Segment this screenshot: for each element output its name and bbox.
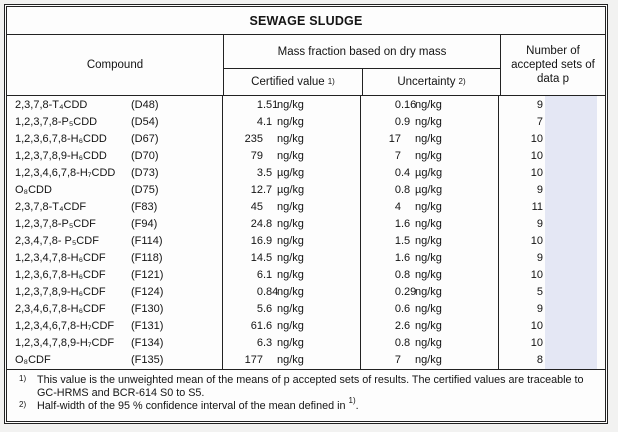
certified-value-number: 5 .6 — [256, 303, 273, 316]
certified-value-unit: ng/kg — [277, 235, 304, 248]
table-row — [7, 318, 605, 335]
compound-cell — [7, 335, 223, 352]
uncertainty-cell — [361, 147, 499, 164]
compound-name: 1,2,3,7,8-P₅CDD — [15, 115, 98, 128]
compound-name: 2,3,4,7,8- P₅CDF — [15, 235, 99, 248]
certified-value-unit: ng/kg — [277, 269, 304, 282]
compound-cell — [7, 130, 223, 147]
uncertainty-cell — [361, 335, 499, 352]
uncertainty-number: 0 .9 — [394, 115, 411, 128]
uncertainty-cell — [361, 284, 499, 301]
table-row — [7, 250, 605, 267]
column-header-compound: Compound — [7, 35, 224, 95]
accepted-sets-count: 9 — [536, 303, 543, 316]
certified-value-unit: ng/kg — [277, 200, 304, 213]
footnote-1-marker: 1) — [19, 374, 27, 383]
certified-value-number: 16 .9 — [250, 235, 273, 248]
compound-cell — [7, 198, 223, 215]
accepted-sets-cell — [499, 335, 605, 352]
certified-value-number: 0 .84 — [256, 286, 279, 299]
compound-code: (F94) — [131, 217, 158, 230]
certified-value-number: 12 .7 — [250, 183, 273, 196]
compound-name: 1,2,3,6,7,8-H₆CDD — [15, 132, 107, 145]
certified-value-number: 1 .51 — [256, 98, 279, 111]
compound-code: (F118) — [131, 252, 163, 265]
accepted-sets-cell — [499, 147, 605, 164]
compound-cell — [7, 301, 223, 318]
certified-value-cell — [223, 198, 361, 215]
certified-value-unit: ng/kg — [277, 320, 304, 333]
certified-value-number: 235 — [244, 132, 263, 145]
accepted-sets-count: 10 — [530, 320, 543, 333]
uncertainty-number: 0 .8 — [394, 183, 411, 196]
uncertainty-cell — [361, 250, 499, 267]
accepted-sets-cell — [499, 352, 605, 369]
uncertainty-number: 0 .29 — [394, 286, 417, 299]
uncertainty-unit: ng/kg — [415, 269, 442, 282]
uncertainty-cell — [361, 164, 499, 181]
certified-value-unit: µg/kg — [277, 183, 305, 196]
accepted-sets-count: 5 — [536, 286, 543, 299]
uncertainty-unit: ng/kg — [415, 115, 442, 128]
compound-code: (F130) — [131, 303, 164, 316]
certified-value-number: 6 .3 — [256, 337, 273, 350]
uncertainty-cell — [361, 113, 499, 130]
footnote-1: 1) This value is the unweighted mean of the means of p accepted sets of results. The certified values are traceable to GC-HRMS and BCR-614 S0 to S5. — [19, 374, 584, 399]
compound-name: 1,2,3,4,7,8-H₆CDF — [15, 252, 106, 265]
accepted-sets-cell — [499, 284, 605, 301]
uncertainty-unit: µg/kg — [415, 166, 443, 179]
uncertainty-number: 4 — [394, 200, 401, 213]
table-row — [7, 267, 605, 284]
compound-code: (F134) — [131, 337, 164, 350]
certified-value-number: 61 .6 — [250, 320, 273, 333]
certified-value-number: 14 .5 — [250, 252, 273, 265]
column-group-header-mass-fraction: Mass fraction based on dry mass — [224, 35, 500, 69]
accepted-sets-cell — [499, 113, 605, 130]
uncertainty-number: 0 .6 — [394, 303, 411, 316]
uncertainty-unit: ng/kg — [415, 252, 442, 265]
compound-code: (D70) — [131, 149, 159, 162]
accepted-sets-count: 7 — [536, 115, 543, 128]
compound-code: (D67) — [131, 132, 159, 145]
certified-value-cell — [223, 284, 361, 301]
certified-value-unit: ng/kg — [277, 98, 304, 111]
table-title: SEWAGE SLUDGE — [7, 7, 605, 35]
certified-value-unit: ng/kg — [277, 149, 304, 162]
compound-cell — [7, 352, 223, 369]
certified-value-unit: ng/kg — [277, 132, 304, 145]
compound-name: 1,2,3,7,8-P₅CDF — [15, 217, 96, 230]
certified-value-cell — [223, 233, 361, 250]
accepted-sets-cell — [499, 181, 605, 198]
uncertainty-unit: ng/kg — [415, 98, 442, 111]
uncertainty-cell — [361, 181, 499, 198]
compound-code: (D54) — [131, 115, 159, 128]
uncertainty-number: 0 .16 — [394, 98, 417, 111]
uncertainty-number: 1 .6 — [394, 217, 411, 230]
accepted-sets-cell — [499, 215, 605, 232]
compound-name: 1,2,3,4,6,7,8-H₇CDF — [15, 320, 115, 333]
table-row — [7, 352, 605, 369]
compound-name: 1,2,3,4,6,7,8-H₇CDD — [15, 166, 116, 179]
table-body — [7, 96, 605, 369]
accepted-sets-count: 10 — [530, 132, 543, 145]
uncertainty-unit: ng/kg — [415, 149, 442, 162]
certified-value-number: 45 — [250, 200, 263, 213]
compound-cell — [7, 147, 223, 164]
table-row — [7, 233, 605, 250]
compound-code: (F114) — [131, 235, 163, 248]
certified-value-cell — [223, 164, 361, 181]
compound-name: 1,2,3,7,8,9-H₆CDD — [15, 149, 107, 162]
accepted-sets-cell — [499, 198, 605, 215]
certified-value-cell — [223, 147, 361, 164]
compound-code: (D48) — [131, 98, 159, 111]
uncertainty-number: 17 — [388, 132, 401, 145]
table-row — [7, 113, 605, 130]
certified-value-unit: ng/kg — [277, 354, 304, 367]
table-row — [7, 335, 605, 352]
compound-cell — [7, 96, 223, 113]
uncertainty-cell — [361, 318, 499, 335]
footnote-2-marker: 2) — [19, 400, 27, 409]
certified-value-number: 6 .1 — [256, 269, 273, 282]
compound-name: O₈CDF — [15, 354, 51, 367]
certified-value-number: 79 — [250, 149, 263, 162]
certified-value-unit: ng/kg — [277, 252, 304, 265]
compound-cell — [7, 267, 223, 284]
uncertainty-unit: ng/kg — [415, 320, 442, 333]
compound-cell — [7, 250, 223, 267]
footnote-2: 2) Half-width of the 95 % confidence interval of the mean defined in $^{1)}$. — [19, 396, 359, 412]
uncertainty-unit: ng/kg — [415, 286, 442, 299]
table-header — [7, 35, 605, 96]
accepted-sets-cell — [499, 96, 605, 113]
uncertainty-unit: µg/kg — [415, 183, 443, 196]
compound-code: (F121) — [131, 269, 164, 282]
uncertainty-unit: ng/kg — [415, 217, 442, 230]
certified-values-table — [4, 4, 608, 424]
column-header-certified-value: Certified value 1) — [224, 69, 363, 95]
accepted-sets-count: 10 — [530, 337, 543, 350]
uncertainty-cell — [361, 233, 499, 250]
uncertainty-cell — [361, 267, 499, 284]
uncertainty-unit: ng/kg — [415, 200, 442, 213]
certified-value-cell — [223, 96, 361, 113]
uncertainty-cell — [361, 130, 499, 147]
accepted-sets-count: 10 — [530, 166, 543, 179]
compound-cell — [7, 113, 223, 130]
compound-name: O₈CDD — [15, 183, 52, 196]
accepted-sets-count: 10 — [530, 149, 543, 162]
uncertainty-number: 7 — [394, 354, 401, 367]
certified-value-cell — [223, 181, 361, 198]
column-header-accepted-sets: Number of accepted sets of data p — [511, 45, 595, 85]
uncertainty-number: 7 — [394, 149, 401, 162]
accepted-sets-cell — [499, 267, 605, 284]
column-group-mass-fraction — [224, 35, 501, 95]
uncertainty-cell — [361, 352, 499, 369]
certified-value-unit: µg/kg — [277, 166, 305, 179]
compound-cell — [7, 233, 223, 250]
certified-value-cell — [223, 318, 361, 335]
accepted-sets-count: 9 — [536, 183, 543, 196]
accepted-sets-count: 10 — [530, 269, 543, 282]
compound-name: 2,3,4,6,7,8-H₆CDF — [15, 303, 106, 316]
certified-value-cell — [223, 335, 361, 352]
compound-name: 1,2,3,7,8,9-H₆CDF — [15, 286, 106, 299]
accepted-sets-count: 10 — [530, 235, 543, 248]
certified-value-cell — [223, 301, 361, 318]
certified-value-unit: ng/kg — [277, 286, 304, 299]
table-row — [7, 130, 605, 147]
footnotes — [7, 369, 605, 421]
uncertainty-number: 0 .4 — [394, 166, 411, 179]
compound-code: (F124) — [131, 286, 164, 299]
uncertainty-number: 1 .6 — [394, 252, 411, 265]
accepted-sets-count: 9 — [536, 98, 543, 111]
compound-cell — [7, 215, 223, 232]
compound-code: (F83) — [131, 200, 158, 213]
certified-value-unit: ng/kg — [277, 115, 304, 128]
certified-value-cell — [223, 130, 361, 147]
certified-value-cell — [223, 113, 361, 130]
accepted-sets-cell — [499, 164, 605, 181]
uncertainty-cell — [361, 198, 499, 215]
accepted-sets-count: 9 — [536, 217, 543, 230]
table-row — [7, 181, 605, 198]
table-row — [7, 284, 605, 301]
certified-value-number: 3 .5 — [256, 166, 273, 179]
certified-value-number: 4 .1 — [256, 115, 273, 128]
compound-code: (F131) — [131, 320, 164, 333]
uncertainty-unit: ng/kg — [415, 303, 442, 316]
uncertainty-unit: ng/kg — [415, 132, 442, 145]
accepted-sets-cell — [499, 250, 605, 267]
compound-code: (D75) — [131, 183, 159, 196]
certified-value-cell — [223, 267, 361, 284]
accepted-sets-count: 11 — [531, 200, 543, 213]
table-row — [7, 198, 605, 215]
compound-name: 2,3,7,8-T₄CDF — [15, 200, 87, 213]
uncertainty-unit: ng/kg — [415, 235, 442, 248]
compound-cell — [7, 318, 223, 335]
compound-name: 2,3,7,8-T₄CDD — [15, 98, 88, 111]
compound-name: 1,2,3,6,7,8-H₆CDF — [15, 269, 106, 282]
certified-value-unit: ng/kg — [277, 303, 304, 316]
accepted-sets-cell — [499, 233, 605, 250]
accepted-sets-count: 8 — [536, 354, 543, 367]
uncertainty-number: 1 .5 — [394, 235, 411, 248]
uncertainty-cell — [361, 96, 499, 113]
compound-cell — [7, 164, 223, 181]
uncertainty-cell — [361, 215, 499, 232]
uncertainty-cell — [361, 301, 499, 318]
compound-cell — [7, 284, 223, 301]
certified-value-cell — [223, 215, 361, 232]
certified-value-cell — [223, 352, 361, 369]
footnote-2-ref: 1) — [348, 396, 356, 405]
compound-name: 1,2,3,4,7,8,9-H₇CDF — [15, 337, 115, 350]
certified-value-cell — [223, 250, 361, 267]
certified-value-unit: ng/kg — [277, 337, 304, 350]
uncertainty-unit: ng/kg — [415, 337, 442, 350]
table-row — [7, 301, 605, 318]
uncertainty-number: 0 .8 — [394, 337, 411, 350]
accepted-sets-count: 9 — [536, 252, 543, 265]
column-header-uncertainty: Uncertainty 2) — [397, 76, 466, 88]
certified-value-unit: ng/kg — [277, 217, 304, 230]
uncertainty-number: 0 .8 — [394, 269, 411, 282]
uncertainty-number: 2 .6 — [394, 320, 411, 333]
accepted-sets-cell — [499, 130, 605, 147]
compound-code: (D73) — [131, 166, 159, 179]
table-row — [7, 147, 605, 164]
certified-value-number: 24 .8 — [250, 217, 273, 230]
accepted-sets-cell — [499, 301, 605, 318]
accepted-sets-cell — [499, 318, 605, 335]
certified-value-number: 177 — [244, 354, 263, 367]
table-row — [7, 215, 605, 232]
uncertainty-unit: ng/kg — [415, 354, 442, 367]
table-row — [7, 96, 605, 113]
compound-cell — [7, 181, 223, 198]
compound-code: (F135) — [131, 354, 164, 367]
table-row — [7, 164, 605, 181]
